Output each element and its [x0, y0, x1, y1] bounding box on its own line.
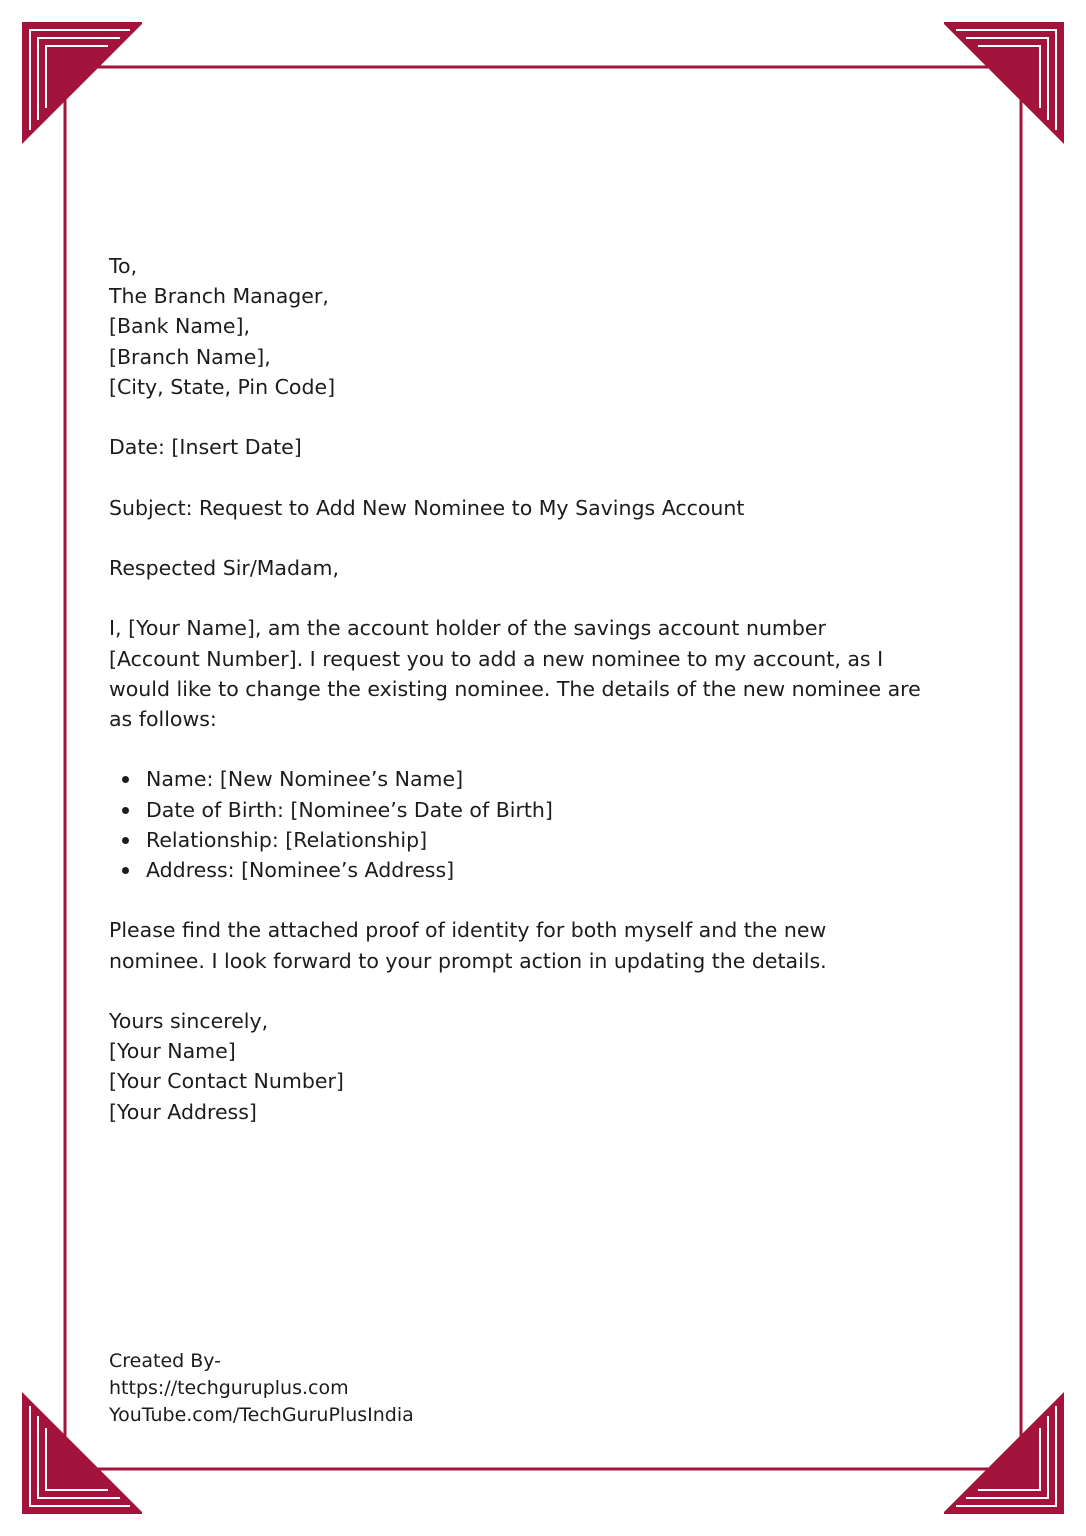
corner-ornament-top-left: [22, 22, 142, 144]
sign-off-line: Yours sincerely,: [109, 1008, 269, 1033]
website-link[interactable]: https://techguruplus.com: [109, 1377, 349, 1400]
created-by-label: Created By-: [109, 1350, 222, 1372]
body-line: as follows:: [109, 706, 217, 731]
closing-paragraph: [109, 915, 989, 975]
closing-line: Please find the attached proof of identity for both myself and the new: [109, 918, 827, 943]
list-item: Date of Birth: [Nominee’s Date of Birth]: [146, 795, 989, 825]
list-item: Name: [New Nominee’s Name]: [146, 764, 989, 794]
list-item: Address: [Nominee’s Address]: [146, 855, 989, 885]
recipient-line: To,: [109, 254, 138, 278]
sign-off: [109, 1006, 989, 1127]
body-line: I, [Your Name], am the account holder of the savings account number: [109, 616, 826, 641]
youtube-link[interactable]: YouTube.com/TechGuruPlusIndia: [109, 1404, 414, 1427]
recipient-line: The Branch Manager,: [109, 284, 329, 309]
salutation: Respected Sir/Madam,: [109, 555, 340, 580]
letter-body: [109, 251, 989, 1127]
footer-credits: [109, 1348, 414, 1430]
body-line: would like to change the existing nominee. The details of the new nominee are: [109, 676, 921, 701]
recipient-line: [Bank Name],: [109, 314, 250, 339]
body-paragraph: [109, 613, 989, 734]
recipient-line: [City, State, Pin Code]: [109, 374, 336, 399]
sign-off-line: [Your Address]: [109, 1099, 257, 1124]
closing-line: nominee. I look forward to your prompt action in updating the details.: [109, 948, 827, 973]
list-item: Relationship: [Relationship]: [146, 825, 989, 855]
recipient-address: [109, 251, 989, 402]
sign-off-line: [Your Name]: [109, 1039, 236, 1064]
corner-ornament-top-right: [944, 22, 1064, 144]
nominee-details-list: [109, 764, 989, 885]
letter-date: Date: [Insert Date]: [109, 435, 302, 460]
corner-ornament-bottom-right: [944, 1392, 1064, 1514]
sign-off-line: [Your Contact Number]: [109, 1069, 344, 1094]
recipient-line: [Branch Name],: [109, 344, 271, 369]
body-line: [Account Number]. I request you to add a new nominee to my account, as I: [109, 646, 884, 671]
letter-subject: Subject: Request to Add New Nominee to My Savings Account: [109, 495, 745, 520]
